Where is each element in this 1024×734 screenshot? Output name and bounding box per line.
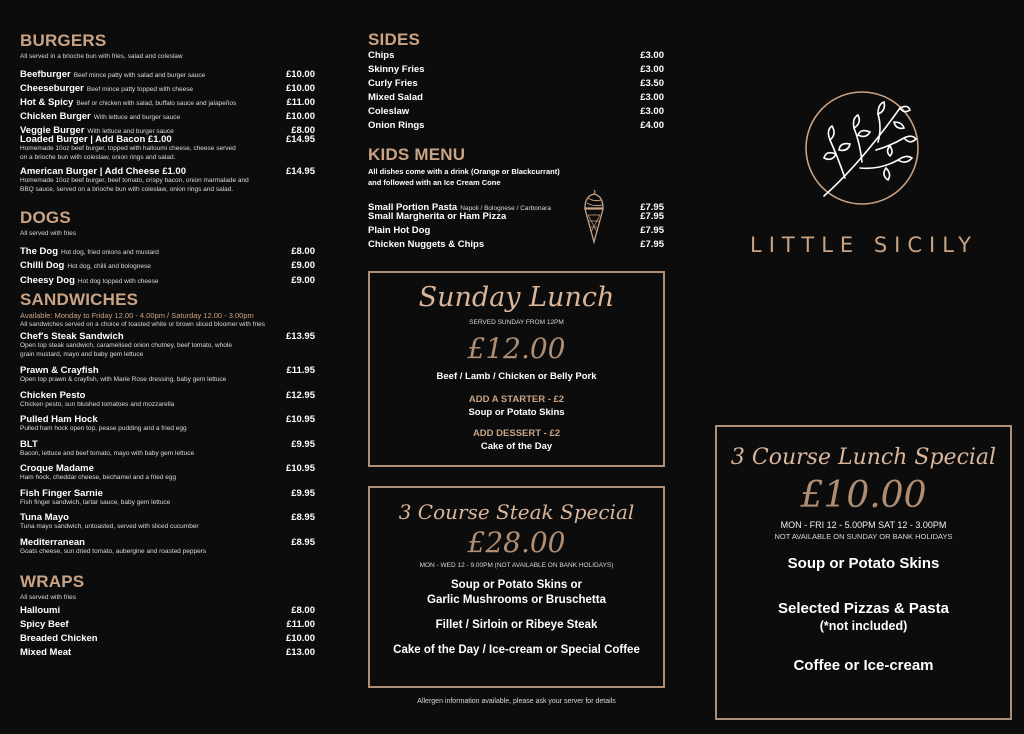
kids-note-2: and followed with an Ice Cream Cone <box>368 178 501 187</box>
item-desc: Homemade 10oz beef burger, beef tomato, crispy bacon, onion marmalade and BBQ sauce, served on a brioche bun with coleslaw, onion rings and salad. <box>20 177 249 193</box>
sunday-lunch-box <box>368 271 665 467</box>
menu-item <box>20 463 315 488</box>
lunch-course-2-note: (*not included) <box>819 619 908 633</box>
steak-special-box <box>368 486 665 688</box>
dogs-title: DOGS <box>20 208 71 227</box>
sandwiches-title: SANDWICHES <box>20 290 139 309</box>
item-price: £10.00 <box>285 633 315 644</box>
menu-item <box>20 166 315 194</box>
item-desc: Bacon, lettuce and beef tomato, mayo with baby gem lettuce <box>20 449 195 457</box>
item-price: £10.95 <box>285 463 315 474</box>
menu-item <box>368 92 664 106</box>
item-price: £11.00 <box>286 97 315 108</box>
sandwiches-availability: Available: Monday to Friday 12.00 - 4.00pm / Saturday 12.00 - 3.00pm <box>20 311 254 320</box>
item-desc: Beef mince patty topped with cheese <box>86 86 194 93</box>
item-desc: Open top steak sandwich, caramelised onion chutney, beef tomato, whole grain mustard, mayo and baby gem lettuce <box>20 342 232 358</box>
steak-course-3: Cake of the Day / Ice-cream or Special Coffee <box>393 644 640 656</box>
item-price: £11.95 <box>286 365 315 376</box>
menu-item <box>20 439 315 464</box>
item-price: £14.95 <box>285 166 315 177</box>
item-price: £8.95 <box>291 536 315 548</box>
lunch-special-title: 3 Course Lunch Special <box>730 445 997 470</box>
item-price: £9.00 <box>291 260 315 271</box>
item-desc: Beef or chicken with salad, buffalo sauce and jalapeños <box>76 100 237 107</box>
sandwiches-section <box>20 291 315 561</box>
lunch-special-price: £10.00 <box>800 475 927 516</box>
menu-item <box>20 331 315 365</box>
item-name: Beefburger <box>20 69 71 80</box>
sunday-starter-items: Soup or Potato Skins <box>468 407 565 418</box>
menu-item <box>368 78 664 92</box>
menu-item <box>20 605 315 619</box>
item-price: £8.00 <box>291 125 315 136</box>
item-name: Cheesy Dog <box>20 275 75 286</box>
item-desc: Homemade 10oz beef burger, topped with halloumi cheese, cheese served on a brioche bun with coleslaw, onion rings and salad. <box>20 145 236 161</box>
item-price: £8.00 <box>291 605 315 616</box>
item-desc: Hot dog, fried onions and mustard <box>61 249 159 256</box>
item-price: £7.95 <box>640 211 664 222</box>
item-name: Cheeseburger <box>20 83 84 94</box>
dogs-list <box>20 241 315 284</box>
burgers-section <box>20 32 315 194</box>
item-price: £10.00 <box>285 69 315 80</box>
menu-item <box>20 633 315 647</box>
burgers-title: BURGERS <box>20 31 107 50</box>
menu-item <box>20 537 315 561</box>
item-name: Plain Hot Dog <box>368 225 431 236</box>
item-name: Chilli Dog <box>20 260 65 271</box>
item-desc: Tuna mayo sandwich, untoasted, served with sliced cucumber <box>20 523 199 530</box>
menu-item <box>20 619 315 633</box>
item-price: £13.95 <box>285 331 315 342</box>
menu-item <box>368 120 664 134</box>
item-desc: Beef mince patty with salad and burger sauce <box>73 72 206 79</box>
dogs-note: All served with fries <box>20 230 76 237</box>
item-price: £8.00 <box>291 246 315 257</box>
menu-item <box>20 241 315 255</box>
item-name: Chicken Pesto <box>20 389 86 401</box>
menu-item <box>20 134 315 162</box>
wraps-note: All served with fries <box>20 594 76 601</box>
item-desc: With lettuce and burger sauce <box>87 128 174 135</box>
item-desc: Ham hock, cheddar cheese, bechamel and a fried egg <box>20 474 177 481</box>
item-name: Veggie Burger <box>20 125 85 136</box>
item-name: Croque Madame <box>20 463 94 474</box>
item-name: Mixed Meat <box>20 647 72 658</box>
menu-item <box>20 647 315 661</box>
item-price: £7.95 <box>640 239 664 250</box>
item-price: £13.00 <box>285 647 315 658</box>
item-name: Halloumi <box>20 605 61 616</box>
item-price: £3.00 <box>640 106 664 117</box>
item-price: £10.00 <box>285 111 315 122</box>
ice-cream-cone-icon <box>580 188 608 244</box>
item-price: £9.00 <box>291 275 315 286</box>
item-desc: Fish finger sandwich, tartar sauce, baby gem lettuce <box>20 498 171 506</box>
item-name: Onion Rings <box>368 120 425 131</box>
burgers-list <box>20 64 315 194</box>
item-name: BLT <box>20 438 38 450</box>
sunday-lunch-title: Sunday Lunch <box>418 282 615 313</box>
item-price: £9.95 <box>291 438 315 450</box>
menu-item <box>20 120 315 134</box>
kids-note-1: All dishes come with a drink (Orange or Blackcurrant) <box>368 167 560 176</box>
steak-course-1a: Soup or Potato Skins or <box>451 579 582 591</box>
lunch-special-note: NOT AVAILABLE ON SUNDAY OR BANK HOLIDAYS <box>774 532 953 541</box>
menu-item <box>368 64 664 78</box>
steak-special-times: MON - WED 12 - 9.00PM (NOT AVAILABLE ON BANK HOLIDAYS) <box>419 562 614 569</box>
kids-title: KIDS MENU <box>368 145 466 164</box>
item-name: Spicy Beef <box>20 619 69 630</box>
item-name: Mediterranean <box>20 536 85 548</box>
sandwiches-note: All sandwiches served on a choice of toasted white or brown sliced bloomer with fries <box>20 321 265 328</box>
item-price: £3.00 <box>640 92 664 103</box>
menu-item <box>368 197 664 211</box>
item-price: £7.95 <box>640 202 664 213</box>
item-name: Coleslaw <box>368 106 410 117</box>
wraps-title: WRAPS <box>20 572 85 591</box>
item-name: Chef's Steak Sandwich <box>20 331 124 342</box>
menu-item <box>20 512 315 537</box>
item-price: £11.00 <box>286 619 315 630</box>
item-name: Prawn & Crayfish <box>20 365 99 376</box>
item-desc: Hot dog topped with cheese <box>77 278 159 285</box>
menu-item <box>20 488 315 513</box>
menu-item <box>20 255 315 270</box>
menu-item <box>20 390 315 415</box>
item-desc: Pulled ham hock open top, pease pudding and a fried egg <box>20 425 187 432</box>
item-price: £4.00 <box>640 120 664 131</box>
lunch-special-box <box>715 425 1012 720</box>
item-name: Mixed Salad <box>368 92 423 103</box>
kids-list <box>368 197 664 253</box>
item-price: £9.95 <box>291 487 315 499</box>
menu-item <box>20 78 315 92</box>
item-name: American Burger | Add Cheese £1.00 <box>20 166 186 177</box>
sides-section <box>368 31 664 134</box>
lunch-course-1: Soup or Potato Skins <box>787 555 940 572</box>
item-desc: Napoli / Bolognese / Carbonara <box>460 205 551 212</box>
leaf-branch-icon <box>790 88 938 208</box>
menu-item <box>20 270 315 284</box>
item-name: The Dog <box>20 246 58 257</box>
item-price: £12.95 <box>285 389 315 401</box>
lunch-special-times: MON - FRI 12 - 5.00PM SAT 12 - 3.00PM <box>780 520 947 530</box>
menu-item <box>368 106 664 120</box>
item-desc: Hot dog, chilli and bolognese <box>67 263 151 270</box>
item-name: Small Margherita or Ham Pizza <box>368 211 507 222</box>
item-desc: Chicken pesto, sun blushed tomatoes and mozzarella <box>20 400 175 408</box>
item-name: Chips <box>368 50 395 61</box>
steak-course-2: Fillet / Sirloin or Ribeye Steak <box>435 619 598 631</box>
menu-item <box>368 239 664 253</box>
sunday-price: £12.00 <box>467 332 566 365</box>
menu-item <box>20 92 315 106</box>
item-name: Chicken Burger <box>20 111 91 122</box>
brand-name: LITTLE SICILY <box>750 233 978 257</box>
item-name: Pulled Ham Hock <box>20 414 98 425</box>
item-price: £8.95 <box>291 512 315 523</box>
sunday-choices: Beef / Lamb / Chicken or Belly Pork <box>436 371 597 382</box>
item-name: Fish Finger Sarnie <box>20 487 103 499</box>
sides-list <box>368 50 664 134</box>
item-price: £3.00 <box>640 50 664 61</box>
menu-item <box>20 64 315 78</box>
item-price: £14.95 <box>285 134 315 145</box>
item-name: Small Portion Pasta <box>368 202 458 213</box>
wraps-section <box>20 573 315 661</box>
item-name: Tuna Mayo <box>20 512 69 523</box>
lunch-course-2: Selected Pizzas & Pasta <box>778 600 949 617</box>
menu-item <box>368 225 664 239</box>
item-name: Skinny Fries <box>368 64 425 75</box>
item-price: £3.00 <box>640 64 664 75</box>
wraps-list <box>20 605 315 661</box>
menu-item <box>368 50 664 64</box>
item-name: Loaded Burger | Add Bacon £1.00 <box>20 134 172 145</box>
sunday-dessert-label: ADD DESSERT - £2 <box>472 428 561 439</box>
menu-item <box>20 414 315 439</box>
lunch-course-3: Coffee or Ice-cream <box>793 657 934 674</box>
dogs-section <box>20 209 315 284</box>
steak-special-price: £28.00 <box>467 526 566 559</box>
sandwiches-list <box>20 331 315 561</box>
item-price: £10.00 <box>285 83 315 94</box>
item-name: Hot & Spicy <box>20 97 74 108</box>
item-name: Breaded Chicken <box>20 633 98 644</box>
item-desc: Open top prawn & crayfish, with Marie Rose dressing, baby gem lettuce <box>20 376 227 383</box>
kids-section <box>368 146 664 253</box>
sunday-dessert-items: Cake of the Day <box>480 441 553 452</box>
burgers-note: All served in a brioche bun with fries, salad and coleslaw <box>20 53 183 60</box>
item-price: £7.95 <box>640 225 664 236</box>
item-name: Chicken Nuggets & Chips <box>368 239 485 250</box>
steak-special-title: 3 Course Steak Special <box>398 500 635 524</box>
item-price: £3.50 <box>640 78 664 89</box>
sides-title: SIDES <box>368 30 421 49</box>
sunday-starter-label: ADD A STARTER - £2 <box>468 394 565 405</box>
item-price: £10.95 <box>285 414 315 425</box>
item-name: Curly Fries <box>368 78 418 89</box>
menu-item <box>20 106 315 120</box>
menu-item <box>20 365 315 390</box>
item-desc: With lettuce and burger sauce <box>93 114 181 121</box>
steak-course-1b: Garlic Mushrooms or Bruschetta <box>427 594 606 606</box>
sunday-served: SERVED SUNDAY FROM 12PM <box>469 319 564 326</box>
allergen-note: Allergen information available, please ask your server for details <box>417 698 616 705</box>
item-desc: Goats cheese, sun dried tomato, aubergine and roasted peppers <box>20 547 207 555</box>
